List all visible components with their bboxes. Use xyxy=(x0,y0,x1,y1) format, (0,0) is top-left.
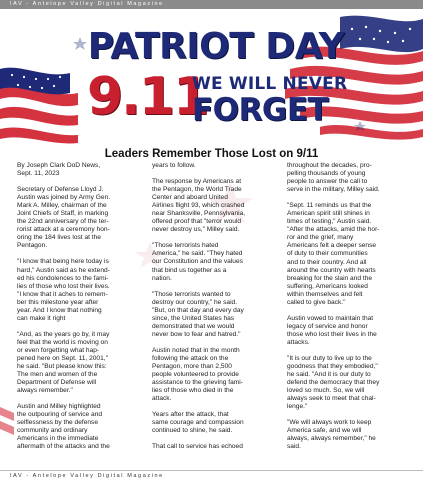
article-column-3 xyxy=(287,162,408,460)
banner-we-will-never: WE WILL NEVER xyxy=(192,74,348,94)
article-body xyxy=(0,162,423,467)
paragraph: "It is our duty to live up to the goodness that they embodied," he said. "And it is our duty to defend the democracy that they loved so much. So, we will always seek to meet that chal- lenge." xyxy=(287,354,380,411)
banner-title-patriot-day: PATRIOT DAY xyxy=(87,26,345,67)
patriot-day-banner xyxy=(0,9,423,146)
article-column-2 xyxy=(152,162,273,459)
paragraph: "Sept. 11 reminds us that the American spirit still shines in times of testing," Austin said. "After the attacks, amid the hor- ror and the grief, many Americans felt a deeper sense of duty to their communities and to their country. And all around the country with hearts breaking for the slain and the suffering, Americans looked within themselves and felt called to give back." xyxy=(287,202,380,306)
paragraph: Austin vowed to maintain that legacy of service and honor those who lost their lives in the attacks. xyxy=(287,314,377,346)
paragraph: That call to service has echoed xyxy=(152,443,243,451)
paragraph: Secretary of Defense Lloyd J. Austin was joined by Army Gen. Mark A. Milley, chairman of the Joint Chiefs of Staff, in marking the 22nd anniversary of the ter- rorist attack at a ceremony hon- oring the 184 lives lost at the Pentagon. xyxy=(17,186,111,250)
article-headline: Leaders Remember Those Lost on 9/11 xyxy=(104,148,319,160)
running-head-bottom: IAV - Antelope Valley Digital Magazine xyxy=(0,470,423,480)
paragraph: "Those terrorists wanted to destroy our country," he said. "But, on that day and every day since, the United States has demonstrated that we would never bow to fear and hatred." xyxy=(152,290,244,338)
paragraph: The response by Americans at the Pentagon, the World Trade Center and aboard United Airlines flight 93, which crashed near Shanksville, Pennsylvania, offered proof that "terror would never destroy us," Milley said. xyxy=(152,178,246,234)
banner-forget: FORGET xyxy=(192,92,329,128)
byline: By Joseph Clark DoD News, Sept. 11, 2023 xyxy=(17,162,101,178)
paragraph: "We will always work to keep America safe, and we will always, always remember," he said. xyxy=(287,419,376,451)
paragraph: Austin and Milley highlighted the outpouring of service and selflessness by the defense community and ordinary Americans in the immediate aftermath of the attacks and the xyxy=(17,403,110,451)
article-column-1 xyxy=(17,162,138,460)
left-flag-decoration xyxy=(0,407,18,467)
paragraph: "And, as the years go by, it may feel that the world is moving on or even forgetting what hap- pened here on Sept. 11, 2001," he said. "But please know this: The men and women of the Department of Defense will always remember." xyxy=(17,330,110,395)
paragraph: throughout the decades, pro- pelling thousands of young people to answer the call to serve in the military, Milley said. xyxy=(287,162,380,194)
paragraph: "Those terrorists hated America," he said. "They hated our Constitution and the values that bind us together as a nation. xyxy=(152,242,243,282)
paragraph: Years after the attack, that same courage and compassion continued to shine, he said. xyxy=(152,411,244,435)
paragraph: Austin noted that in the month following the attack on the Pentagon, more than 2,500 people volunteered to provide assistance to the grieving fami- lies of those who died in the attack. xyxy=(152,346,243,403)
banner-date-911: 9.11 xyxy=(87,67,208,127)
running-head-top: IAV - Antelope Valley Digital Magazine xyxy=(0,0,423,9)
paragraph: "I know that being here today is hard," Austin said as he extend- ed his condolences to the fami- lies of those who lost their lives. "I know that it aches to remem- ber this milestone year after year. And I know that nothing can make it right xyxy=(17,258,110,322)
paragraph: years to follow. xyxy=(152,162,196,169)
